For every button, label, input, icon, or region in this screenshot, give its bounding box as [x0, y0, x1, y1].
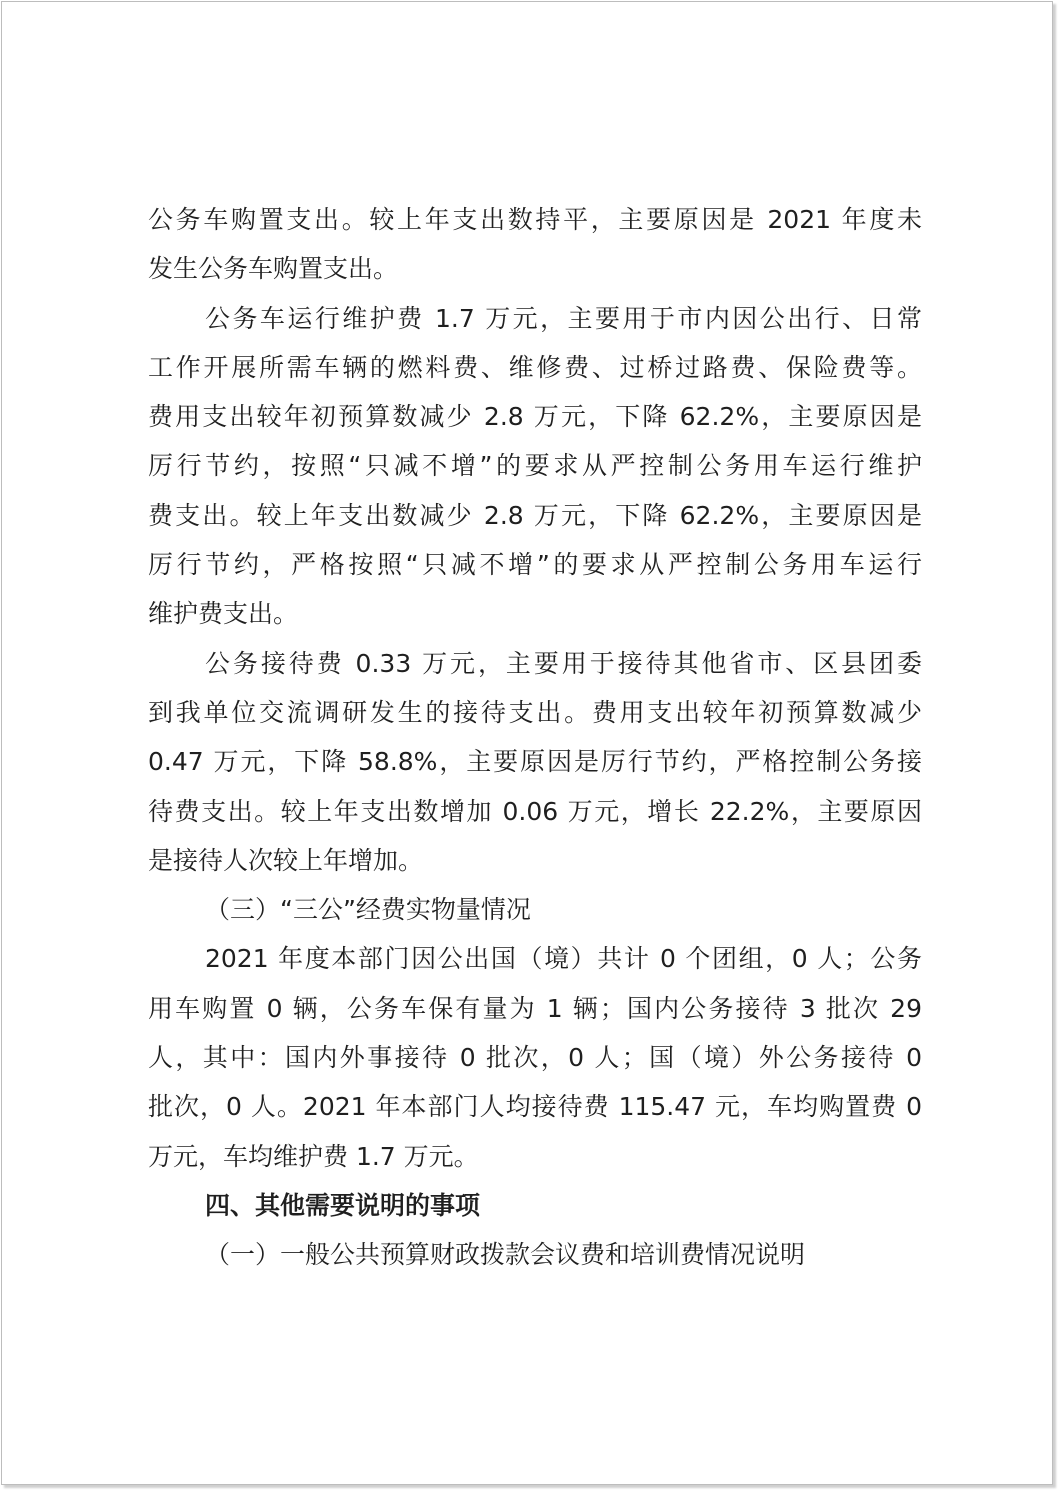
paragraph-line: 0.47 万元，下降 58.8%，主要原因是厉行节约，严格控制公务接: [148, 747, 922, 777]
paragraph-line: 费支出。较上年支出数减少 2.8 万元，下降 62.2%，主要原因是: [148, 500, 922, 530]
document-body: [148, 195, 922, 1280]
section-heading-meeting-training: （一）一般公共预算财政拨款会议费和培训费情况说明: [205, 1240, 806, 1270]
paragraph-physical-quantity: [148, 934, 922, 1180]
section-heading-physical-quantity: （三）“三公”经费实物量情况: [205, 895, 531, 925]
paragraph-line: 用车购置 0 辆，公务车保有量为 1 辆；国内公务接待 3 批次 29: [148, 993, 922, 1023]
paragraph-line: 批次，0 人。2021 年本部门人均接待费 115.47 元，车均购置费 0: [148, 1092, 922, 1122]
paragraph-line: 费用支出较年初预算数减少 2.8 万元，下降 62.2%，主要原因是: [148, 402, 922, 432]
paragraph-line: 维护费支出。: [148, 599, 299, 629]
paragraph-line: 2021 年度本部门因公出国（境）共计 0 个团组，0 人；公务: [205, 944, 922, 974]
paragraph-vehicle-maintenance: [148, 294, 922, 639]
paragraph-line: 万元，车均维护费 1.7 万元。: [148, 1141, 479, 1171]
paragraph-line: 工作开展所需车辆的燃料费、维修费、过桥过路费、保险费等。: [148, 352, 922, 382]
paragraph-line: 公务车购置支出。较上年支出数持平，主要原因是 2021 年度未: [148, 205, 922, 234]
paragraph-vehicle-purchase: [148, 195, 922, 294]
paragraph-line: 待费支出。较上年支出数增加 0.06 万元，增长 22.2%，主要原因: [148, 796, 922, 826]
paragraph-line: 公务车运行维护费 1.7 万元，主要用于市内因公出行、日常: [205, 303, 922, 333]
paragraph-line: 是接待人次较上年增加。: [148, 845, 424, 875]
paragraph-line: 厉行节约，按照“只减不增”的要求从严控制公务用车运行维护: [148, 451, 922, 481]
paragraph-line: 发生公务车购置支出。: [148, 254, 399, 284]
paragraph-reception: [148, 639, 922, 885]
section-heading-other-matters: 四、其他需要说明的事项: [205, 1190, 481, 1220]
paragraph-line: 人，其中：国内外事接待 0 批次，0 人；国（境）外公务接待 0: [148, 1043, 922, 1073]
paragraph-line: 厉行节约，严格按照“只减不增”的要求从严控制公务用车运行: [148, 550, 922, 580]
paragraph-line: 到我单位交流调研发生的接待支出。费用支出较年初预算数减少: [148, 697, 922, 727]
paragraph-line: 公务接待费 0.33 万元，主要用于接待其他省市、区县团委: [205, 648, 922, 678]
